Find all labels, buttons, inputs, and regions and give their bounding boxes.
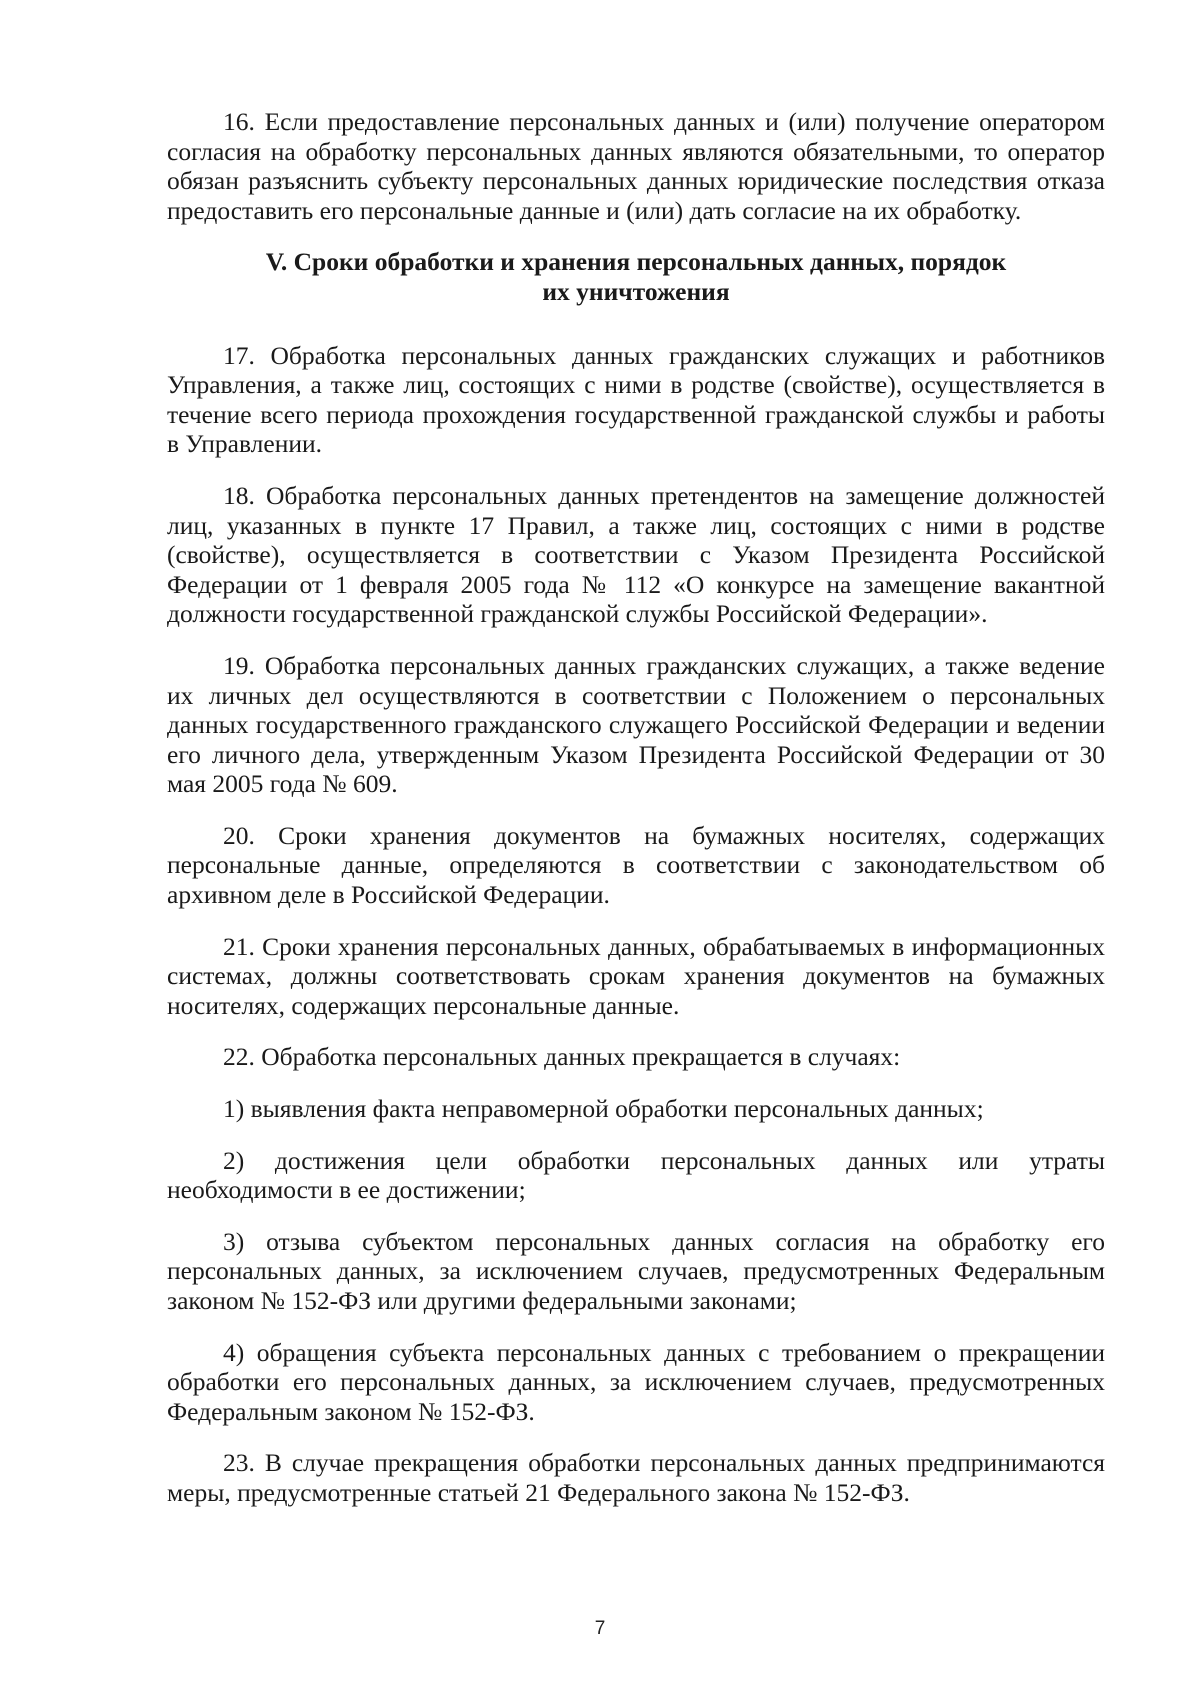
paragraph-19: 19. Обработка персональных данных гражданских служащих, а также ведение их личных дел осуществляются в соответствии с Положением о персональных данных государственного гражданского служащего Российской Федерации и ведении его личного дела, утвержденным Указом Президента Российской Федерации от 30 мая 2005 года № 609.: [167, 650, 1105, 799]
paragraph-20: 20. Сроки хранения документов на бумажных носителях, содержащих персональные данные, определяются в соответствии с законодательством об архивном деле в Российской Федерации.: [167, 820, 1105, 910]
page-number: 7: [594, 1618, 606, 1639]
paragraph-21: 21. Сроки хранения персональных данных, обрабатываемых в информационных системах, должны соответствовать срокам хранения документов на бумажных носителях, содержащих персональные данные.: [167, 931, 1105, 1020]
page-content: [167, 107, 1105, 1530]
section-heading-line-2: их уничтожения: [542, 276, 730, 306]
section-heading-line-1: V. Сроки обработки и хранения персональных данных, порядок: [265, 247, 1007, 277]
section-heading: [167, 247, 1105, 306]
paragraph-18: 18. Обработка персональных данных претендентов на замещение должностей лиц, указанных в пункте 17 Правил, а также лиц, состоящих с ними в родстве (свойстве), осуществляется в соответствии с Указом Президента Российской Федерации от 1 февраля 2005 года № 112 «О конкурсе на замещение вакантной должности государственной гражданской службы Российской Федерации».: [167, 480, 1105, 629]
paragraph-23: 23. В случае прекращения обработки персональных данных предпринимаются меры, предусмотренные статьей 21 Федерального закона № 152-ФЗ.: [167, 1448, 1105, 1507]
paragraph-22-item-1: 1) выявления факта неправомерной обработки персональных данных;: [223, 1094, 984, 1124]
paragraph-22-item-3: 3) отзыва субъектом персональных данных согласия на обработку его персональных данных, за исключением случаев, предусмотренных Федеральным законом № 152-ФЗ или другими федеральными законами;: [167, 1226, 1105, 1315]
paragraph-22: 22. Обработка персональных данных прекращается в случаях:: [223, 1042, 901, 1072]
paragraph-17: 17. Обработка персональных данных гражданских служащих и работников Управления, а также лиц, состоящих с ними в родстве (свойстве), осуществляется в течение всего периода прохождения государственной гражданской службы и работы в Управлении.: [167, 340, 1105, 459]
paragraph-22-item-4: 4) обращения субъекта персональных данных с требованием о прекращении обработки его персональных данных, за исключением случаев, предусмотренных Федеральным законом № 152-ФЗ.: [167, 1337, 1105, 1426]
paragraph-22-item-2: 2) достижения цели обработки персональных данных или утраты необходимости в ее достижении;: [167, 1145, 1105, 1205]
paragraph-16: 16. Если предоставление персональных данных и (или) получение оператором согласия на обработку персональных данных являются обязательными, то оператор обязан разъяснить субъекту персональных данных юридические последствия отказа предоставить его персональные данные и (или) дать согласие на их обработку.: [167, 107, 1105, 225]
